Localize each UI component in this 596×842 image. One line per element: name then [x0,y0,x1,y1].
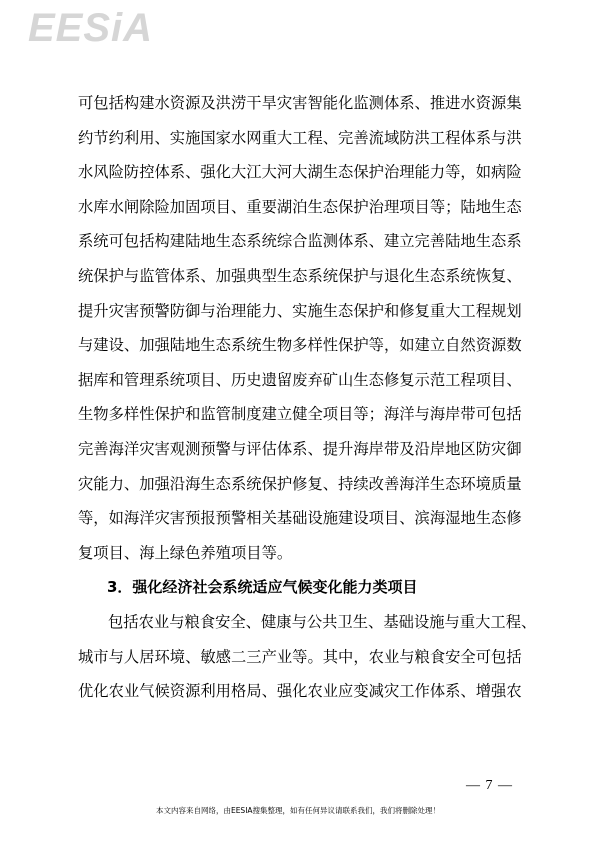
body-line: 包括农业与粮食安全、健康与公共卫生、基础设施与重大工程、 [108,612,537,631]
body-line: 水风险防控体系、强化大江大河大湖生态保护治理能力等，如病险 [78,163,522,182]
body-line: 等，如海洋灾害预报预警相关基础设施建设项目、滨海湿地生态修 [78,509,522,528]
section-heading: 3．强化经济社会系统适应气候变化能力类项目 [107,578,418,597]
body-line: 灾能力、加强沿海生态系统保护修复、持续改善海洋生态环境质量 [78,474,522,493]
eesia-logo: EESiA [28,6,154,50]
body-line: 城市与人居环境、敏感二三产业等。其中，农业与粮食安全可包括 [78,647,522,666]
body-line: 统保护与监管体系、加强典型生态系统保护与退化生态系统恢复、 [78,266,522,285]
body-line: 完善海洋灾害观测预警与评估体系、提升海岸带及沿岸地区防灾御 [78,439,522,458]
body-line: 与建设、加强陆地生态系统生物多样性保护等，如建立自然资源数 [78,336,522,355]
page-number: — 7 — [466,778,513,793]
body-line: 复项目、海上绿色养殖项目等。 [78,543,293,562]
body-line: 据库和管理系统项目、历史遗留废弃矿山生态修复示范工程项目、 [78,370,522,389]
document-body [78,86,537,709]
body-line: 优化农业气候资源利用格局、强化农业应变减灾工作体系、增强农 [78,682,522,701]
body-line: 水库水闸除险加固项目、重要湖泊生态保护治理项目等；陆地生态 [78,197,522,216]
body-line: 约节约利用、实施国家水网重大工程、完善流域防洪工程体系与洪 [78,128,522,147]
footer-note: 本文内容来自网络，由EESIA搜集整理，如有任何异议请联系我们，我们将删除处理！ [155,806,441,815]
body-line: 系统可包括构建陆地生态系统综合监测体系、建立完善陆地生态系 [78,232,522,251]
body-line: 提升灾害预警防御与治理能力、实施生态保护和修复重大工程规划 [78,301,522,320]
body-line: 生物多样性保护和监管制度建立健全项目等；海洋与海岸带可包括 [78,405,522,424]
body-line: 可包括构建水资源及洪涝干旱灾害智能化监测体系、推进水资源集 [78,94,522,112]
